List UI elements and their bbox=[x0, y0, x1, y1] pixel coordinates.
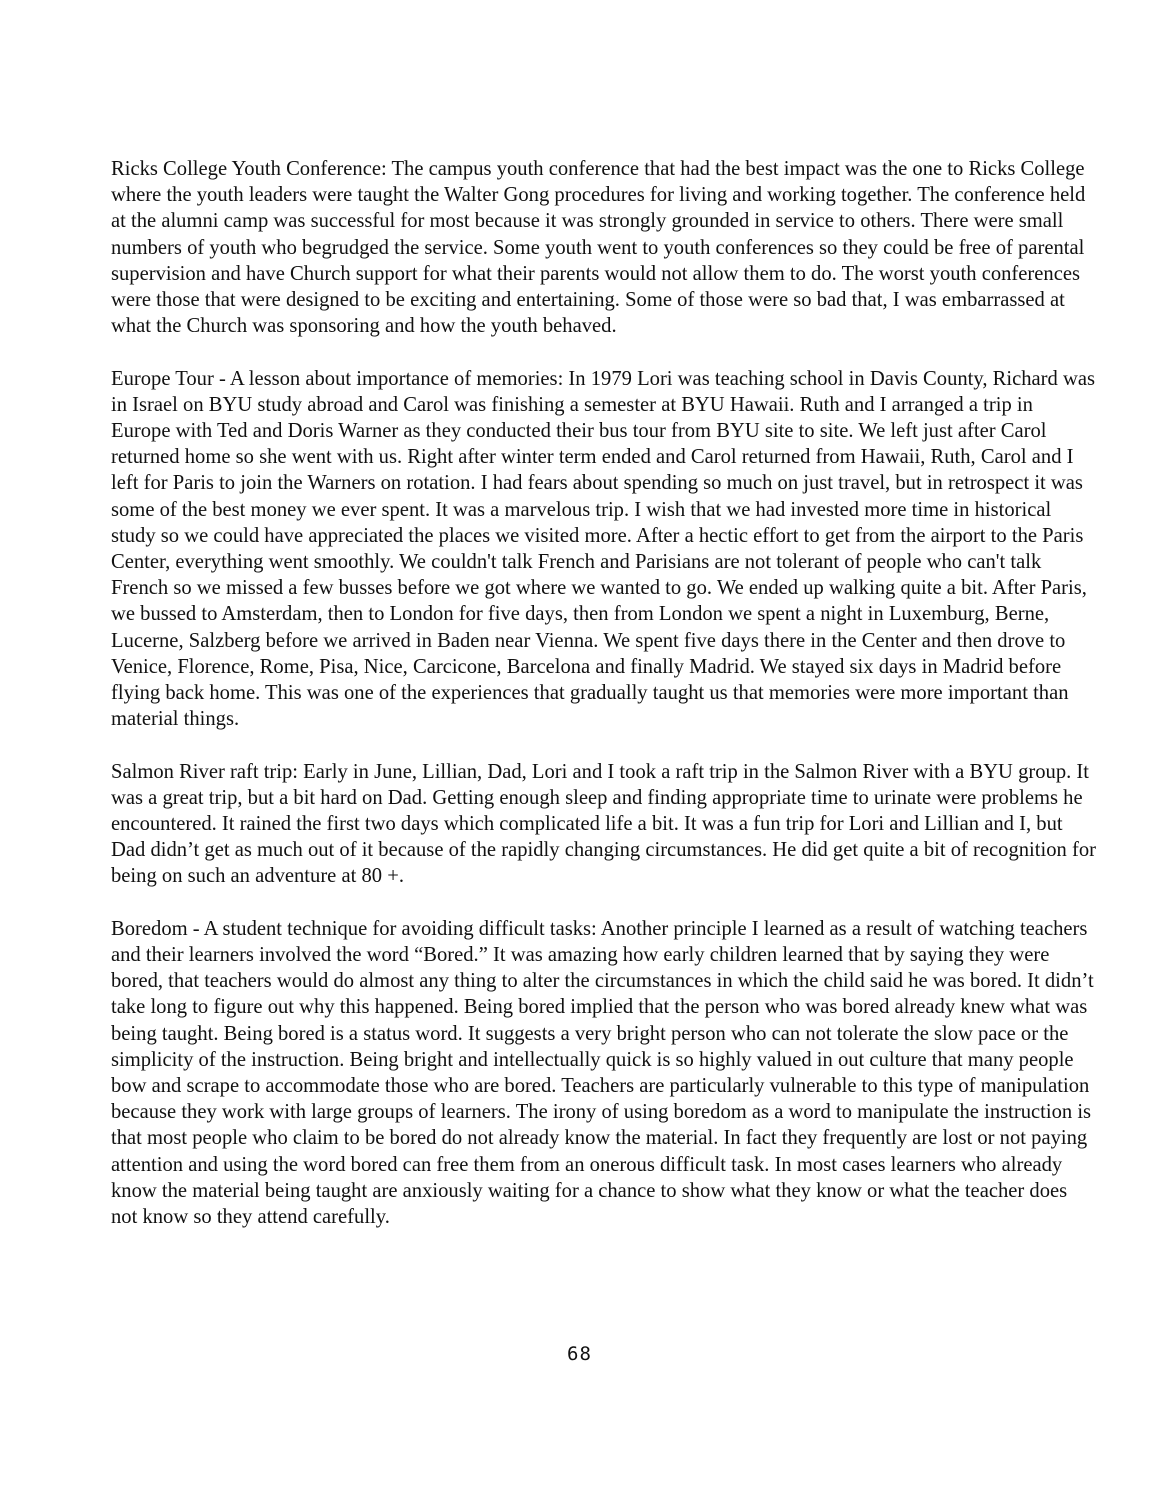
page-number: 68 bbox=[567, 1343, 592, 1365]
paragraph-salmon-river-raft-trip: Salmon River raft trip: Early in June, Lillian, Dad, Lori and I took a raft trip in the Salmon River with a BYU group. It was a great trip, but a bit hard on Dad. Getting enough sleep and finding appropriate time to urinate were problems he encountered. It rained the first two days which complicated life a bit. It was a fun trip for Lori and Lillian and I, but Dad didn’t get as much out of it because of the rapidly changing circumstances. He did get quite a bit of recognition for being on such an adventure at 80 +. bbox=[111, 760, 1096, 888]
paragraph-ricks-college-youth-conference: Ricks College Youth Conference: The campus youth conference that had the best impact was the one to Ricks College where the youth leaders were taught the Walter Gong procedures for living and working together. The conference held at the alumni camp was successful for most because it was strongly grounded in service to others. There were small numbers of youth who begrudged the service. Some youth went to youth conferences so they could be free of parental supervision and have Church support for what their parents would not allow them to do. The worst youth conferences were those that were designed to be exciting and entertaining. Some of those were so bad that, I was embarrassed at what the Church was sponsoring and how the youth behaved. bbox=[111, 158, 1086, 338]
body-text bbox=[111, 156, 1096, 1256]
paragraph-boredom: Boredom - A student technique for avoiding difficult tasks: Another principle I learned as a result of watching teachers and their learners involved the word “Bored.” It was amazing how early children learned that by saying they were bored, that teachers would do almost any thing to alter the circumstances in which the child said he was bored. It didn’t take long to figure out why this happened. Being bored implied that the person who was bored already knew what was being taught. Being bored is a status word. It suggests a very bright person who can not tolerate the slow pace or the simplicity of the instruction. Being bright and intellectually quick is so highly valued in out culture that many people bow and scrape to accommodate those who are bored. Teachers are particularly vulnerable to this type of manipulation because they work with large groups of learners. The irony of using boredom as a word to manipulate the instruction is that most people who claim to be bored do not already know the material. In fact they frequently are lost or not paying attention and using the word bored can free them from an onerous difficult task. In most cases learners who already know the material being taught are anxiously waiting for a chance to show what they know or what the teacher does not know so they attend carefully. bbox=[111, 917, 1094, 1229]
paragraph-europe-tour: Europe Tour - A lesson about importance of memories: In 1979 Lori was teaching school in Davis County, Richard was in Israel on BYU study abroad and Carol was finishing a semester at BYU Hawaii. Ruth and I arranged a trip in Europe with Ted and Doris Warner as they conducted their bus tour from BYU site to site. We left just after Carol returned home so she went with us. Right after winter term ended and Carol returned from Hawaii, Ruth, Carol and I left for Paris to join the Warners on rotation. I had fears about spending so much on just travel, but in retrospect it was some of the best money we ever spent. It was a marvelous trip. I wish that we had invested more time in historical study so we could have appreciated the places we visited more. After a hectic effort to get from the airport to the Paris Center, everything went smoothly. We couldn't talk French and Parisians are not tolerant of people who can't talk French so we missed a few busses before we got where we wanted to go. We ended up walking quite a bit. After Paris, we bussed to Amsterdam, then to London for five days, then from London we spent a night in Luxemburg, Berne, Lucerne, Salzberg before we arrived in Baden near Vienna. We spent five days there in the Center and then drove to Venice, Florence, Rome, Pisa, Nice, Carcicone, Barcelona and finally Madrid. We stayed six days in Madrid before flying back home. This was one of the experiences that gradually taught us that memories were more important than material things. bbox=[111, 367, 1096, 731]
